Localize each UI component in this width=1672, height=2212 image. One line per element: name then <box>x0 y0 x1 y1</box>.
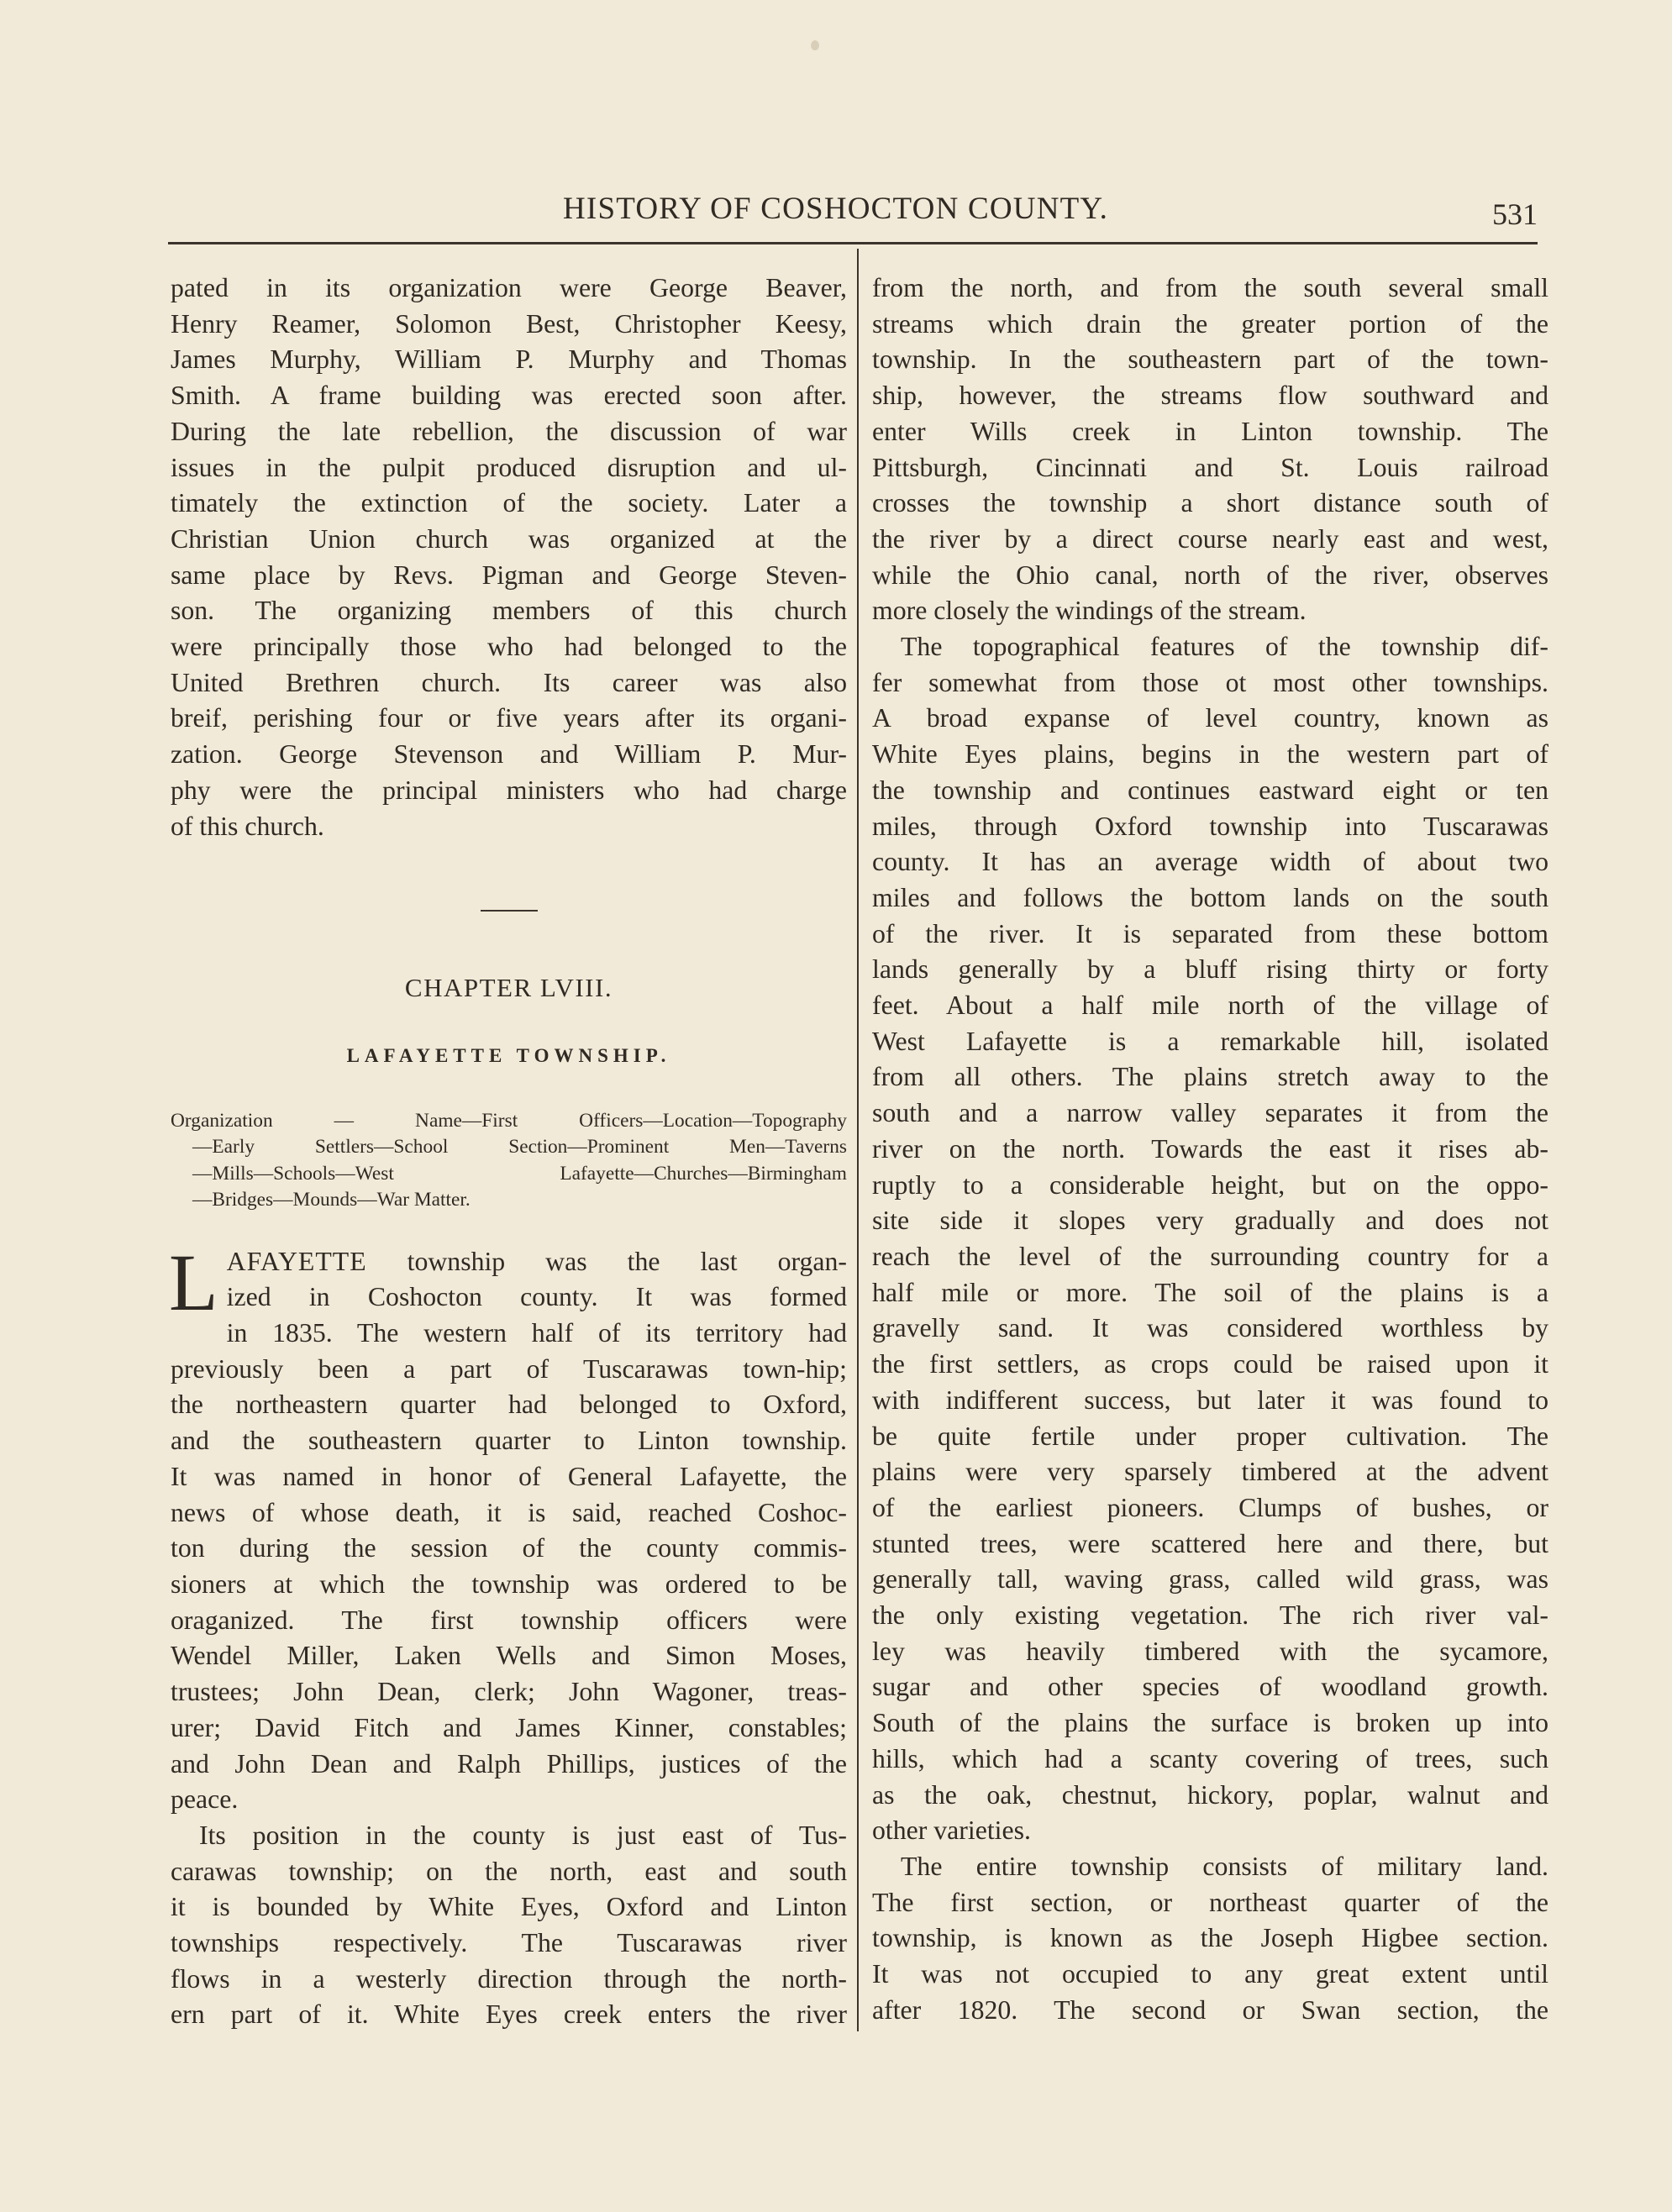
text-line: other varieties. <box>872 1815 1031 1846</box>
paragraph-military-land <box>872 1849 1548 2029</box>
page-number: 531 <box>1492 197 1538 231</box>
text-line: During the late rebellion, the discussion of war <box>171 416 847 446</box>
text-line: the river by a direct course nearly east and west, <box>872 523 1548 554</box>
chapter-synopsis <box>171 1108 847 1214</box>
text-line: —Bridges—Mounds—War Matter. <box>192 1189 471 1211</box>
running-title: HISTORY OF COSHOCTON COUNTY. <box>563 192 1109 226</box>
text-line: from the north, and from the south several small <box>872 273 1548 302</box>
text-line: fer somewhat from those ot most other townships. <box>872 667 1548 697</box>
text-line: township. In the southeastern part of the town- <box>872 344 1548 375</box>
text-line: United Brethren church. Its career was also <box>171 667 847 697</box>
text-line: hills, which had a scanty covering of trees, such <box>872 1743 1548 1773</box>
text-line: feet. About a half mile north of the village of <box>872 990 1548 1021</box>
text-line: the township and continues eastward eight or ten <box>872 775 1548 805</box>
text-line: while the Ohio canal, north of the river, observes <box>872 560 1548 590</box>
text-line: pated in its organization were George Beaver, <box>171 273 847 302</box>
text-line: The first section, or northeast quarter of the <box>872 1887 1548 1917</box>
paragraph-position <box>171 1818 847 2033</box>
text-line: south and a narrow valley separates it from the <box>872 1098 1548 1128</box>
text-line: breif, perishing four or five years after its organi- <box>171 703 847 733</box>
text-line: West Lafayette is a remarkable hill, isolated <box>872 1026 1548 1056</box>
text-line: were principally those who had belonged to the <box>171 632 847 662</box>
text-line: It was named in honor of General Lafayette, the <box>171 1461 847 1491</box>
text-line: miles and follows the bottom lands on the south <box>872 882 1548 912</box>
text-line: site side it slopes very gradually and does not <box>872 1206 1548 1236</box>
text-line: in 1835. The western half of its territory had <box>226 1318 847 1348</box>
text-line: James Murphy, William P. Murphy and Thomas <box>171 344 847 375</box>
text-line: of the river. It is separated from these bottom <box>872 918 1548 948</box>
column-divider <box>857 249 859 2031</box>
text-line: river on the north. Towards the east it rises ab- <box>872 1133 1548 1164</box>
text-line: as the oak, chestnut, hickory, poplar, walnut and <box>872 1779 1548 1810</box>
text-line: news of whose death, it is said, reached Coshoc- <box>171 1497 847 1527</box>
text-line: stunted trees, were scattered here and there, but <box>872 1528 1548 1558</box>
text-line: enter Wills creek in Linton township. The <box>872 416 1548 446</box>
header-rule <box>168 242 1538 244</box>
text-line: streams which drain the greater portion of the <box>872 308 1548 339</box>
text-line: carawas township; on the north, east and south <box>171 1856 847 1886</box>
running-head <box>168 176 1538 231</box>
text-line: from all others. The plains stretch away to the <box>872 1062 1548 1092</box>
text-line: previously been a part of Tuscarawas town-hip; <box>171 1353 847 1384</box>
text-line: phy were the principal ministers who had charge <box>171 775 847 805</box>
text-line: county. It has an average width of about two <box>872 847 1548 877</box>
text-line: of this church. <box>171 811 324 841</box>
text-line: ley was heavily timbered with the sycamore, <box>872 1636 1548 1666</box>
text-line: lands generally by a bluff rising thirty or forty <box>872 954 1548 985</box>
paragraph-continuation-right <box>872 271 1548 629</box>
text-line: gravelly sand. It was considered worthless by <box>872 1313 1548 1343</box>
text-line: The topographical features of the township dif- <box>901 632 1548 662</box>
text-line: of the earliest pioneers. Clumps of bushes, or <box>872 1492 1548 1522</box>
text-line: son. The organizing members of this church <box>171 596 847 626</box>
text-line: sugar and other species of woodland growth. <box>872 1672 1548 1702</box>
text-line: and John Dean and Ralph Phillips, justices of the <box>171 1748 847 1779</box>
text-line: plains were very sparsely timbered at the advent <box>872 1457 1548 1487</box>
text-line: it is bounded by White Eyes, Oxford and Linton <box>171 1892 847 1922</box>
text-line: —Early Settlers—School Section—Prominent Men—Taverns <box>192 1136 847 1159</box>
text-line: Organization — Name—First Officers—Location—Topography <box>171 1109 847 1132</box>
text-line: White Eyes plains, begins in the western part of <box>872 739 1548 770</box>
text-line: peace. <box>171 1784 239 1815</box>
text-line: trustees; John Dean, clerk; John Wagoner, treas- <box>171 1677 847 1707</box>
chapter-subtitle: LAFAYETTE TOWNSHIP. <box>346 1044 671 1066</box>
text-line: generally tall, waving grass, called wild grass, was <box>872 1564 1548 1595</box>
paragraph-continuation <box>171 271 847 844</box>
text-line: reach the level of the surrounding country for a <box>872 1241 1548 1271</box>
text-line: Christian Union church was organized at the <box>171 523 847 554</box>
text-line: miles, through Oxford township into Tuscarawas <box>872 811 1548 841</box>
section-rule <box>481 910 538 912</box>
left-column <box>171 271 847 2033</box>
chapter-title: CHAPTER LVIII. <box>404 973 613 1003</box>
paragraph-opening <box>169 1237 847 1818</box>
text-line: South of the plains the surface is broken up into <box>872 1708 1548 1738</box>
text-line: and the southeastern quarter to Linton township. <box>171 1426 847 1456</box>
text-line: after 1820. The second or Swan section, the <box>872 1994 1548 2025</box>
text-line: Pittsburgh, Cincinnati and St. Louis railroad <box>872 452 1548 482</box>
text-line: be quite fertile under proper cultivation. The <box>872 1421 1548 1451</box>
drop-cap: L <box>169 1237 218 1327</box>
text-line: oraganized. The first township officers were <box>171 1605 847 1635</box>
text-line: issues in the pulpit produced disruption and ul- <box>171 452 847 482</box>
paragraph-topography <box>872 629 1548 1849</box>
text-line: same place by Revs. Pigman and George Steven- <box>171 560 847 590</box>
text-line: Wendel Miller, Laken Wells and Simon Moses, <box>171 1641 847 1671</box>
text-line: It was not occupied to any great extent until <box>872 1959 1548 1989</box>
text-line: Smith. A frame building was erected soon after. <box>171 381 847 411</box>
text-line: ton during the session of the county commis- <box>171 1533 847 1563</box>
text-line: timately the extinction of the society. Later a <box>171 488 847 518</box>
text-line: more closely the windings of the stream. <box>872 596 1307 626</box>
text-line: zation. George Stevenson and William P. Mur- <box>171 739 847 770</box>
text-line: ized in Coshocton county. It was formed <box>226 1282 847 1312</box>
text-line: ship, however, the streams flow southward and <box>872 381 1548 411</box>
text-line: the only existing vegetation. The rich river val- <box>872 1600 1548 1631</box>
text-line: crosses the township a short distance south of <box>872 488 1548 518</box>
text-line: ern part of it. White Eyes creek enters the river <box>171 1999 847 2030</box>
right-column <box>872 271 1548 2028</box>
text-line: township, is known as the Joseph Higbee section. <box>872 1923 1548 1953</box>
text-line: —Mills—Schools—West Lafayette—Churches—Birmingham <box>192 1162 847 1185</box>
text-line: AFAYETTE township was the last organ- <box>226 1246 847 1276</box>
text-line: with indifferent success, but later it was found to <box>872 1384 1548 1415</box>
text-line: Henry Reamer, Solomon Best, Christopher Keesy, <box>171 308 847 339</box>
text-line: A broad expanse of level country, known as <box>872 703 1548 733</box>
text-line: The entire township consists of military land. <box>901 1851 1548 1881</box>
text-line: the northeastern quarter had belonged to Oxford, <box>171 1390 847 1420</box>
text-line: flows in a westerly direction through the north- <box>171 1963 847 1994</box>
paper-speck <box>811 40 819 50</box>
text-line: Its position in the county is just east of Tus- <box>199 1820 847 1850</box>
text-line: the first settlers, as crops could be raised upon it <box>872 1349 1548 1379</box>
text-line: half mile or more. The soil of the plains is a <box>872 1277 1548 1307</box>
text-line: urer; David Fitch and James Kinner, constables; <box>171 1712 847 1742</box>
text-line: townships respectively. The Tuscarawas river <box>171 1928 847 1958</box>
text-line: ruptly to a considerable height, but on the oppo- <box>872 1169 1548 1200</box>
text-line: sioners at which the township was ordered to be <box>171 1568 847 1599</box>
